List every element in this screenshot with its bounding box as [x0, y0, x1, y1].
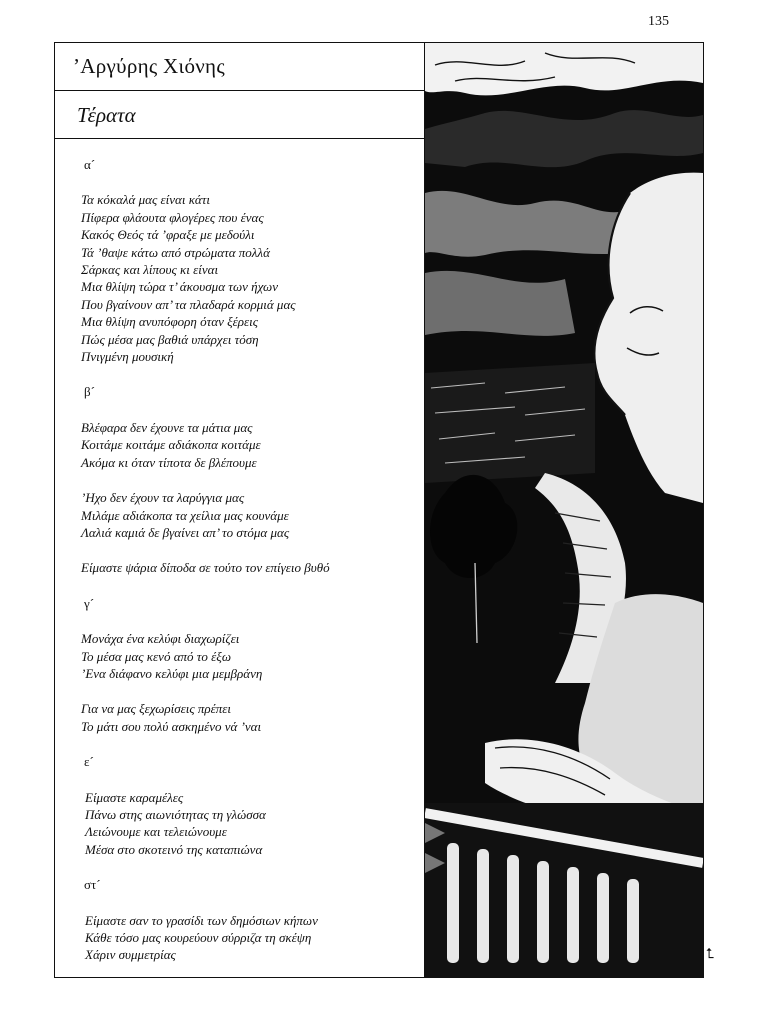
poem-line: Τα κόκαλά μας είναι κάτι	[81, 192, 211, 208]
section-numeral: στ´	[84, 877, 101, 893]
section-numeral: α´	[84, 157, 96, 172]
ink-illustration	[425, 43, 703, 977]
title-box	[55, 91, 424, 139]
stanza	[81, 559, 425, 576]
poem-line: Είμαστε ψάρια δίποδα σε τούτο τον επίγειο βυθό	[81, 560, 330, 576]
poem-line: Μέσα στο σκοτεινό της καταπιώνα	[85, 841, 263, 857]
poem-line: Μιλάμε αδιάκοπα τα χείλια μας κουνάμε	[81, 507, 289, 523]
bird-glyph-icon: ⮤	[706, 946, 715, 962]
author-box	[55, 43, 424, 91]
page-number: 135	[648, 14, 669, 29]
poem-frame	[54, 42, 704, 978]
poem-line: Που βγαίνουν απ’ τα πλαδαρά κορμιά μας	[81, 296, 296, 312]
poem-line: Κοιτάμε κοιτάμε αδιάκοπα κοιτάμε	[81, 437, 261, 453]
poem-line: ’Ηχο δεν έχουν τα λαρύγγια μας	[81, 490, 245, 506]
poem-line: Πνιγμένη μουσική	[81, 349, 174, 365]
poem-line: Το μάτι σου πολύ ασκημένο νά ’ναι	[81, 718, 262, 734]
poem-line: Πώς μέσα μας βαθιά υπάρχει τόση	[81, 331, 259, 347]
stanza	[85, 789, 425, 859]
poem-line: Λαλιά καμιά δε βγαίνει απ’ το στόμα μας	[81, 524, 290, 540]
section-numeral: γ´	[84, 595, 95, 611]
poem-line: Βλέφαρα δεν έχουνε τα μάτια μας	[81, 419, 253, 435]
poem-line: ’Ενα διάφανο κελύφι μια μεμβράνη	[81, 665, 263, 681]
stanza	[81, 630, 425, 682]
stanza	[81, 489, 425, 541]
poem-line: Κάθε τόσο μας κουρεύουν σύρριζα τη σκέψη	[85, 930, 312, 945]
stanza	[81, 419, 425, 471]
stanza	[81, 700, 425, 735]
poem-body	[55, 139, 425, 964]
poem-line: Σάρκας και λίπους κι είναι	[81, 262, 219, 278]
poem-line: Για να μας ξεχωρίσεις πρέπει	[81, 701, 232, 717]
poem-line: Χάριν συμμετρίας	[85, 947, 176, 963]
poem-line: Είμαστε καραμέλες	[85, 789, 184, 805]
poem-title: Τέρατα	[77, 103, 136, 127]
poem-line: Τά ’θαψε κάτω από στρώματα πολλά	[81, 244, 270, 260]
section-numeral: β´	[84, 384, 95, 400]
poem-line: Μια θλίψη ανυπόφορη όταν ξέρεις	[81, 314, 259, 330]
section-numeral: ε´	[84, 754, 94, 770]
poem-line: Μια θλίψη τώρα τ’ άκουσμα των ήχων	[81, 279, 278, 295]
poem-line: Πίφερα φλάουτα φλογέρες που ένας	[81, 209, 264, 225]
text-column	[55, 43, 425, 977]
author-name: ’Αργύρης Χιόνης	[73, 54, 225, 78]
poem-line: Το μέσα μας κενό από το έξω	[81, 648, 232, 664]
poem-line: Λειώνουμε και τελειώνουμε	[85, 824, 227, 840]
stanza	[81, 191, 425, 365]
poem-line: Πάνω στης αιωνιότητας τη γλώσσα	[85, 806, 266, 822]
poem-line: Είμαστε σαν το γρασίδι των δημόσιων κήπων	[85, 912, 318, 928]
poem-line: Κακός Θεός τά ’φραξε με μεδούλι	[81, 227, 255, 243]
poem-line: Μονάχα ένα κελύφι διαχωρίζει	[81, 631, 240, 647]
poem-line: Ακόμα κι όταν τίποτα δε βλέπουμε	[81, 454, 257, 470]
stanza	[85, 912, 425, 964]
